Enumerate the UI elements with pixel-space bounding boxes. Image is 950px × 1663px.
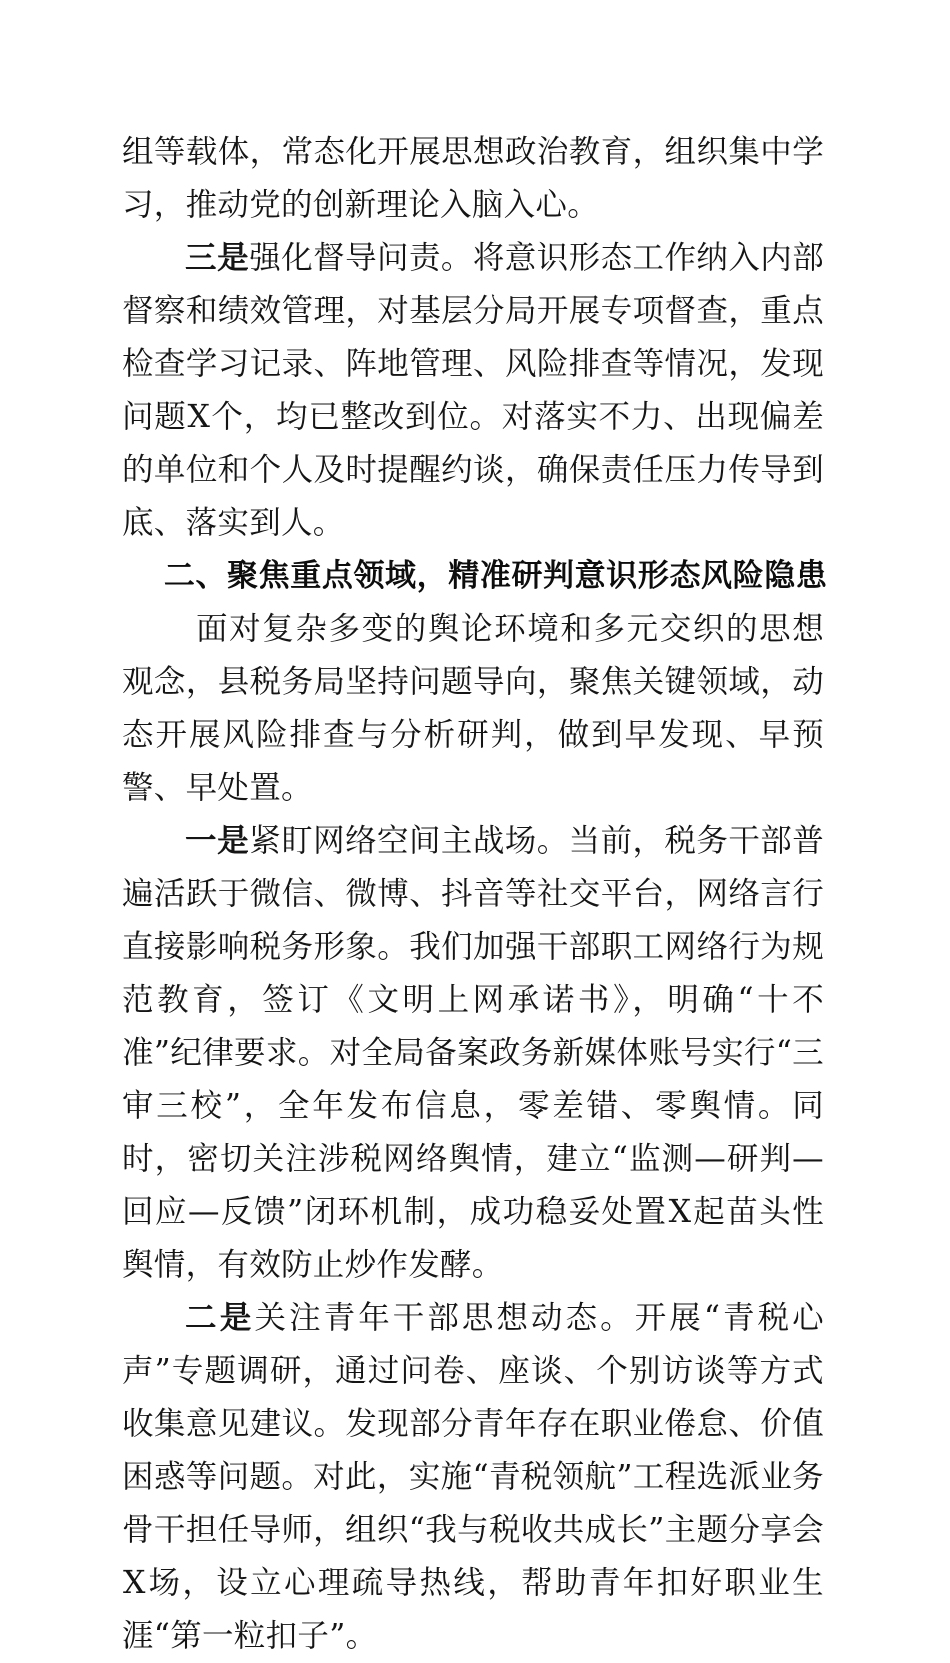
placeholder-glyph: X bbox=[668, 1194, 691, 1230]
paragraph-point-two-text: 关注青年干部思想动态。开展“青税心声”专题调研，通过问卷、座谈、个别访谈等方式收集意见建议。发现部分青年存在职业倦怠、价值困惑等问题。对此，实施“青税领航”工程选派业务骨干担任导师，组织“我与税收共成长”主题分享会X场，设立心理疏导热线，帮助青年扣好职业生涯“第一粒扣子”。 bbox=[122, 1300, 824, 1654]
paragraph-point-three bbox=[122, 232, 824, 550]
lead-in-marker-three: 三是 bbox=[185, 240, 250, 276]
lead-in-marker-two: 二是 bbox=[185, 1300, 255, 1336]
paragraph-point-two bbox=[122, 1292, 824, 1663]
placeholder-glyph: X bbox=[123, 1565, 146, 1601]
paragraph-section-intro: 面对复杂多变的舆论环境和多元交织的思想观念，县税务局坚持问题导向，聚焦关键领域，动态开展风险排查与分析研判，做到早发现、早预警、早处置。 bbox=[122, 611, 824, 806]
paragraph-point-one-text: 紧盯网络空间主战场。当前，税务干部普遍活跃于微信、微博、抖音等社交平台，网络言行直接影响税务形象。我们加强干部职工网络行为规范教育，签订《文明上网承诺书》，明确“十不准”纪律要求。对全局备案政务新媒体账号实行“三审三校”，全年发布信息，零差错、零舆情。同时，密切关注涉税网络舆情，建立“监测—研判—回应—反馈”闭环机制，成功稳妥处置X起苗头性舆情，有效防止炒作发酵。 bbox=[122, 823, 824, 1283]
paragraph-point-one bbox=[122, 815, 824, 1292]
placeholder-glyph: X bbox=[187, 399, 210, 435]
lead-in-marker-one: 一是 bbox=[185, 823, 250, 859]
paragraph-point-three-text: 强化督导问责。将意识形态工作纳入内部督察和绩效管理，对基层分局开展专项督查，重点检查学习记录、阵地管理、风险排查等情况，发现问题X个，均已整改到位。对落实不力、出现偏差的单位和个人及时提醒约谈，确保责任压力传导到底、落实到人。 bbox=[122, 240, 824, 541]
paragraph-continuation: 组等载体，常态化开展思想政治教育，组织集中学习，推动党的创新理论入脑入心。 bbox=[122, 134, 824, 223]
section-heading-two: 二、聚焦重点领域，精准研判意识形态风险隐患 bbox=[163, 558, 828, 594]
document-text-block bbox=[122, 126, 828, 1663]
